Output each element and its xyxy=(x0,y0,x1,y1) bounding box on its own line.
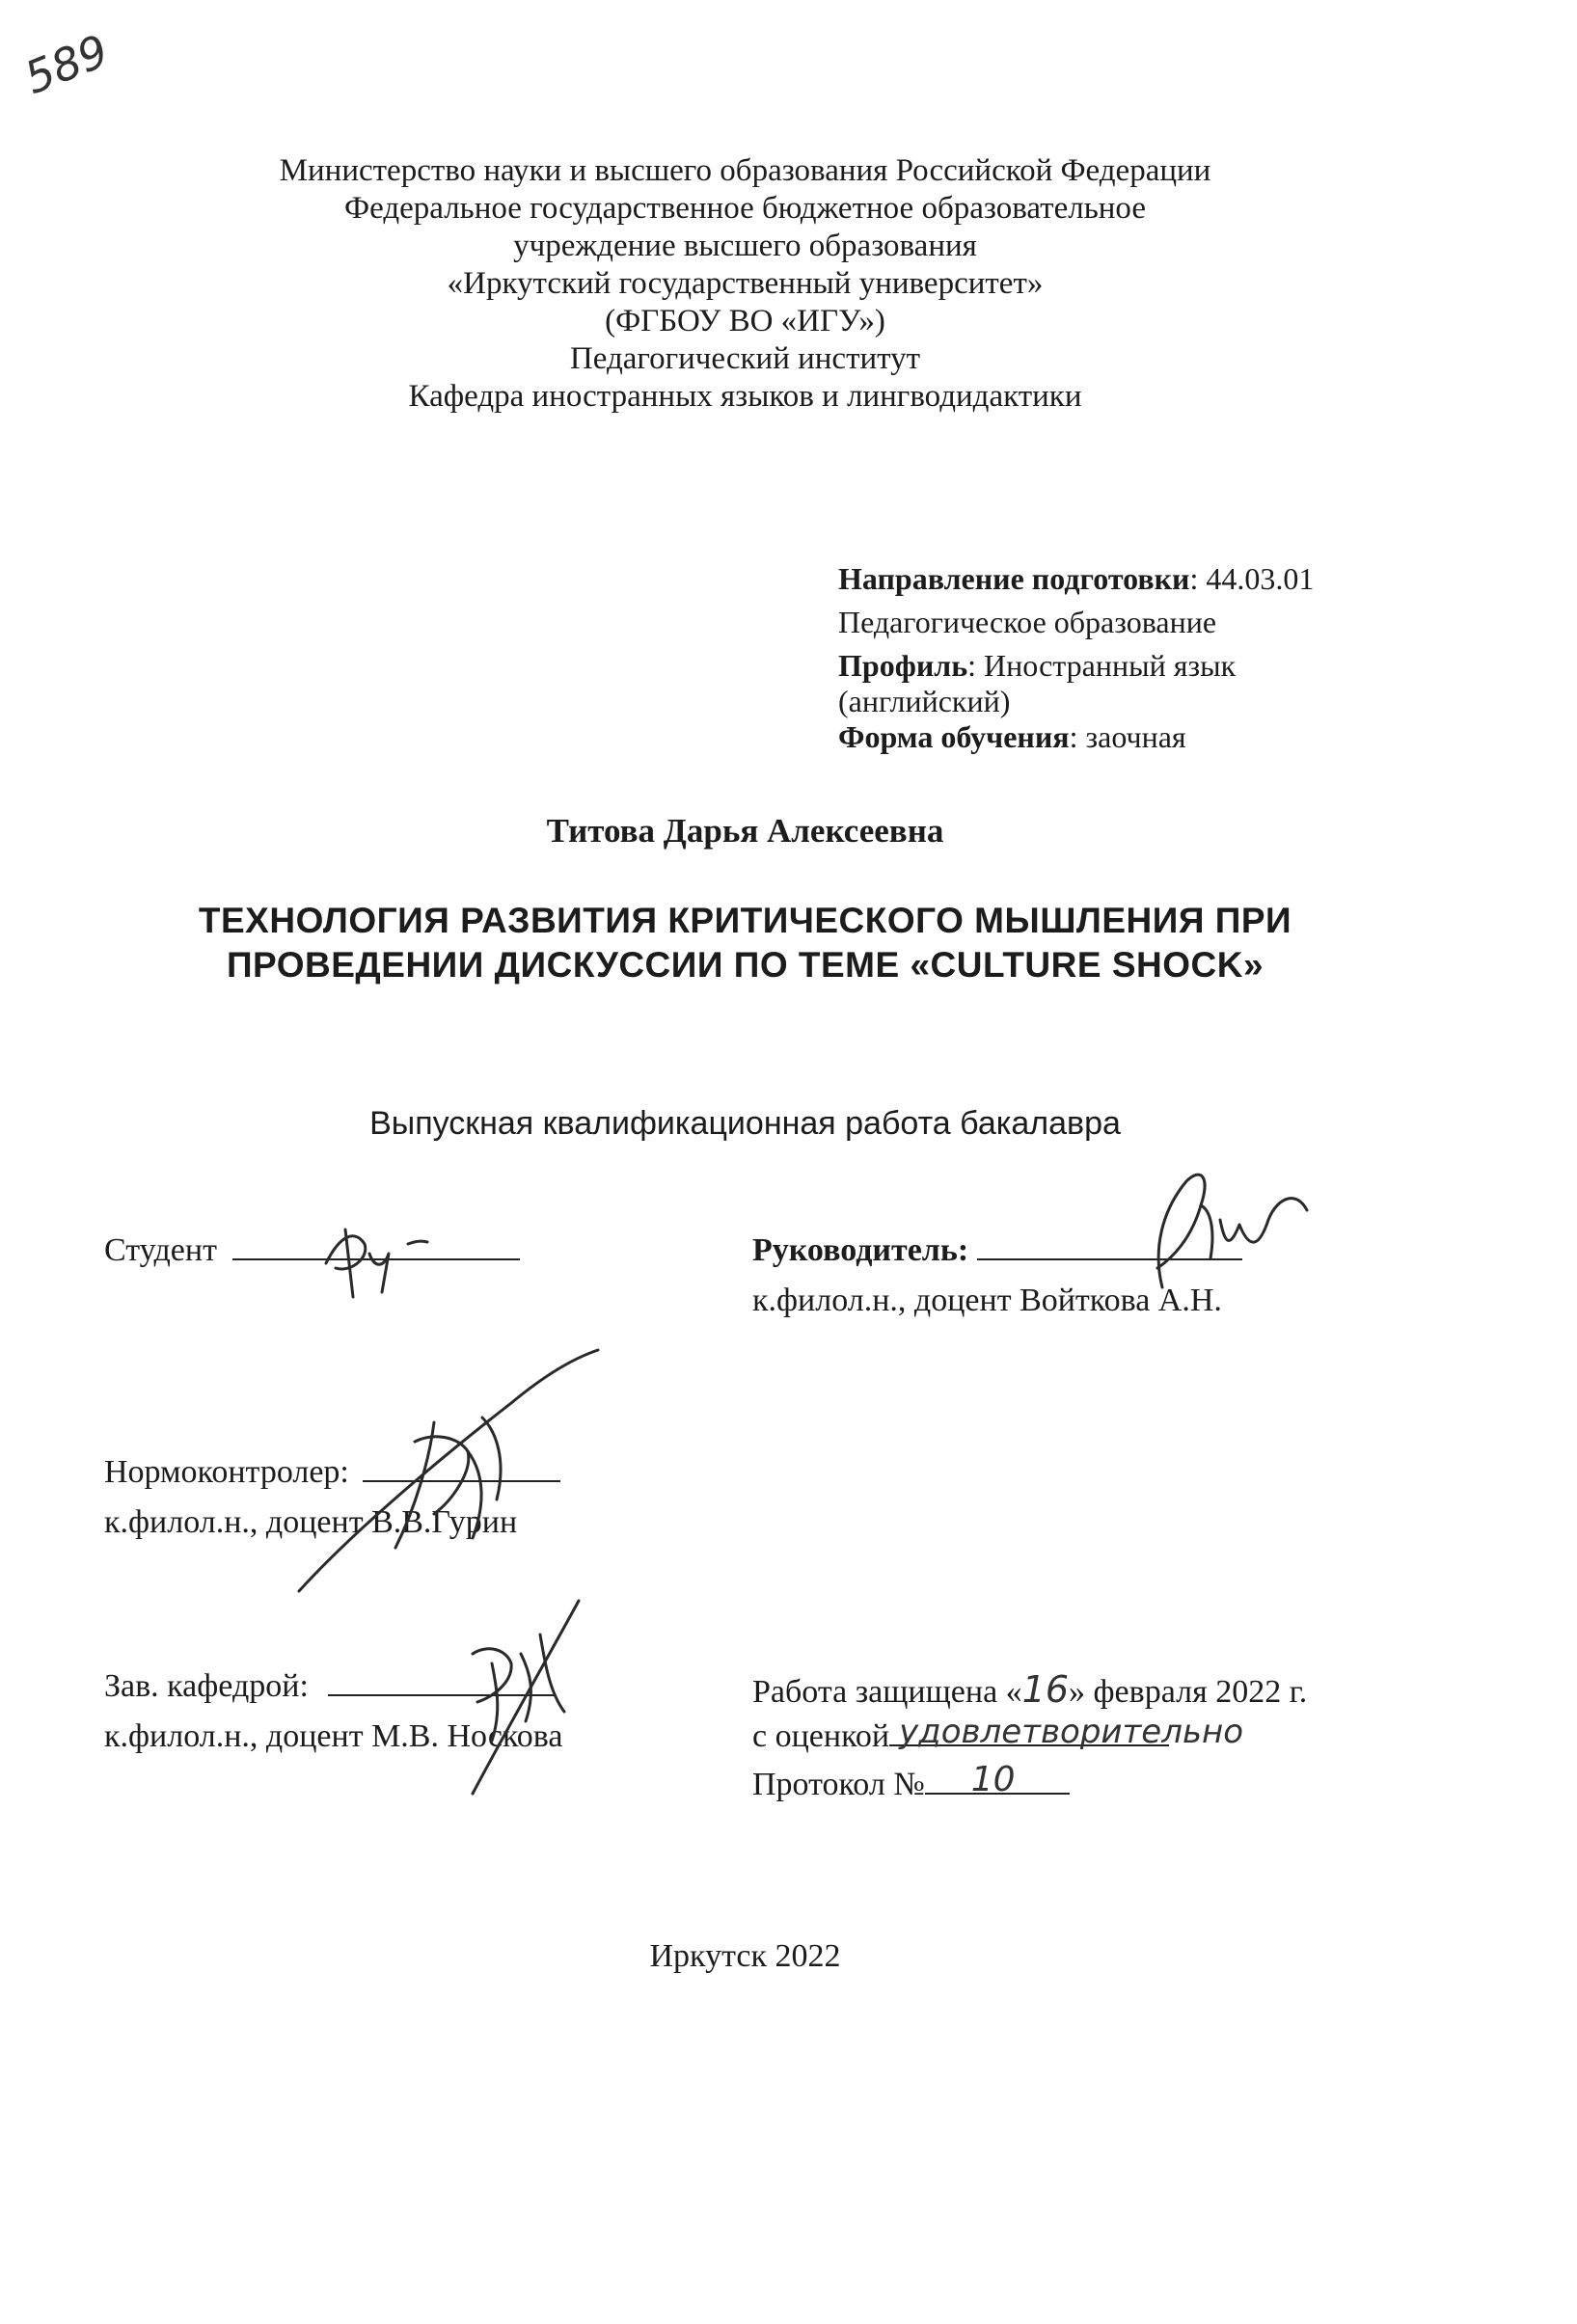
protocol-row xyxy=(752,1760,1070,1803)
head-name: к.филол.н., доцент М.В. Носкова xyxy=(104,1718,563,1754)
supervisor-signature xyxy=(1133,1152,1326,1297)
profile-value: : Иностранный язык xyxy=(967,648,1237,683)
head-label: Зав. кафедрой: xyxy=(104,1668,309,1704)
title-line: ТЕХНОЛОГИЯ РАЗВИТИЯ КРИТИЧЕСКОГО МЫШЛЕНИЯ ПРИ xyxy=(198,901,1292,940)
grade-value: удовлетворительно xyxy=(899,1713,1244,1751)
work-type: Выпускная квалификационная работа бакалавра xyxy=(369,1105,1121,1142)
form-label: Форма обучения xyxy=(838,719,1070,754)
header-line: (ФГБОУ ВО «ИГУ») xyxy=(605,304,885,338)
profile-label: Профиль xyxy=(838,648,968,683)
grade-label-text: с оценкой xyxy=(752,1718,890,1754)
protocol-field xyxy=(925,1760,1070,1803)
supervisor-name: к.филол.н., доцент Войткова А.Н. xyxy=(752,1283,1222,1318)
supervisor-label: Руководитель xyxy=(752,1232,958,1268)
grade-field xyxy=(889,1713,1244,1755)
direction-label: Направление подготовки xyxy=(838,561,1190,596)
thesis-title xyxy=(0,899,1490,987)
city-year: Иркутск 2022 xyxy=(649,1938,841,1974)
title-line: ПРОВЕДЕНИИ ДИСКУССИИ ПО ТЕМЕ «CULTURE SHOCK» xyxy=(226,945,1264,985)
protocol-label: Протокол № xyxy=(752,1767,925,1802)
normcontrol-name: к.филол.н., доцент В.В.Гурин xyxy=(104,1504,518,1540)
direction-code: : 44.03.01 xyxy=(1189,561,1315,596)
author-name: Титова Дарья Алексеевна xyxy=(546,812,944,850)
student-row xyxy=(104,1232,520,1269)
institution-header xyxy=(0,152,1490,416)
supervisor-colon: : xyxy=(957,1232,969,1268)
defense-suffix: » февраля 2022 г. xyxy=(1069,1674,1308,1710)
normcontrol-label: Нормоконтролер: xyxy=(104,1454,349,1490)
protocol-value: 10 xyxy=(970,1760,1016,1799)
profile-value-cont: (английский) xyxy=(838,684,1011,718)
defense-prefix: Работа защищена « xyxy=(752,1674,1022,1710)
grade-row xyxy=(752,1713,1244,1755)
normcontrol-signature xyxy=(289,1345,608,1596)
student-signature xyxy=(316,1215,451,1302)
header-line: «Иркутский государственный университет» xyxy=(447,266,1044,301)
head-signature xyxy=(434,1596,598,1798)
margin-note: 589 xyxy=(17,24,116,105)
defense-day: 16 xyxy=(1021,1668,1070,1711)
header-line: Педагогический институт xyxy=(569,341,921,376)
study-profile-block xyxy=(838,561,1314,755)
student-label: Студент xyxy=(104,1232,217,1268)
header-line: Министерство науки и высшего образования Российской Федерации xyxy=(279,153,1211,188)
defense-row xyxy=(752,1668,1307,1711)
header-line: учреждение высшего образования xyxy=(513,229,977,263)
direction-name: Педагогическое образование xyxy=(838,605,1217,639)
header-line: Кафедра иностранных языков и лингводидактики xyxy=(408,379,1082,414)
header-line: Федеральное государственное бюджетное образовательное xyxy=(344,191,1146,226)
form-value: : заочная xyxy=(1069,719,1186,754)
